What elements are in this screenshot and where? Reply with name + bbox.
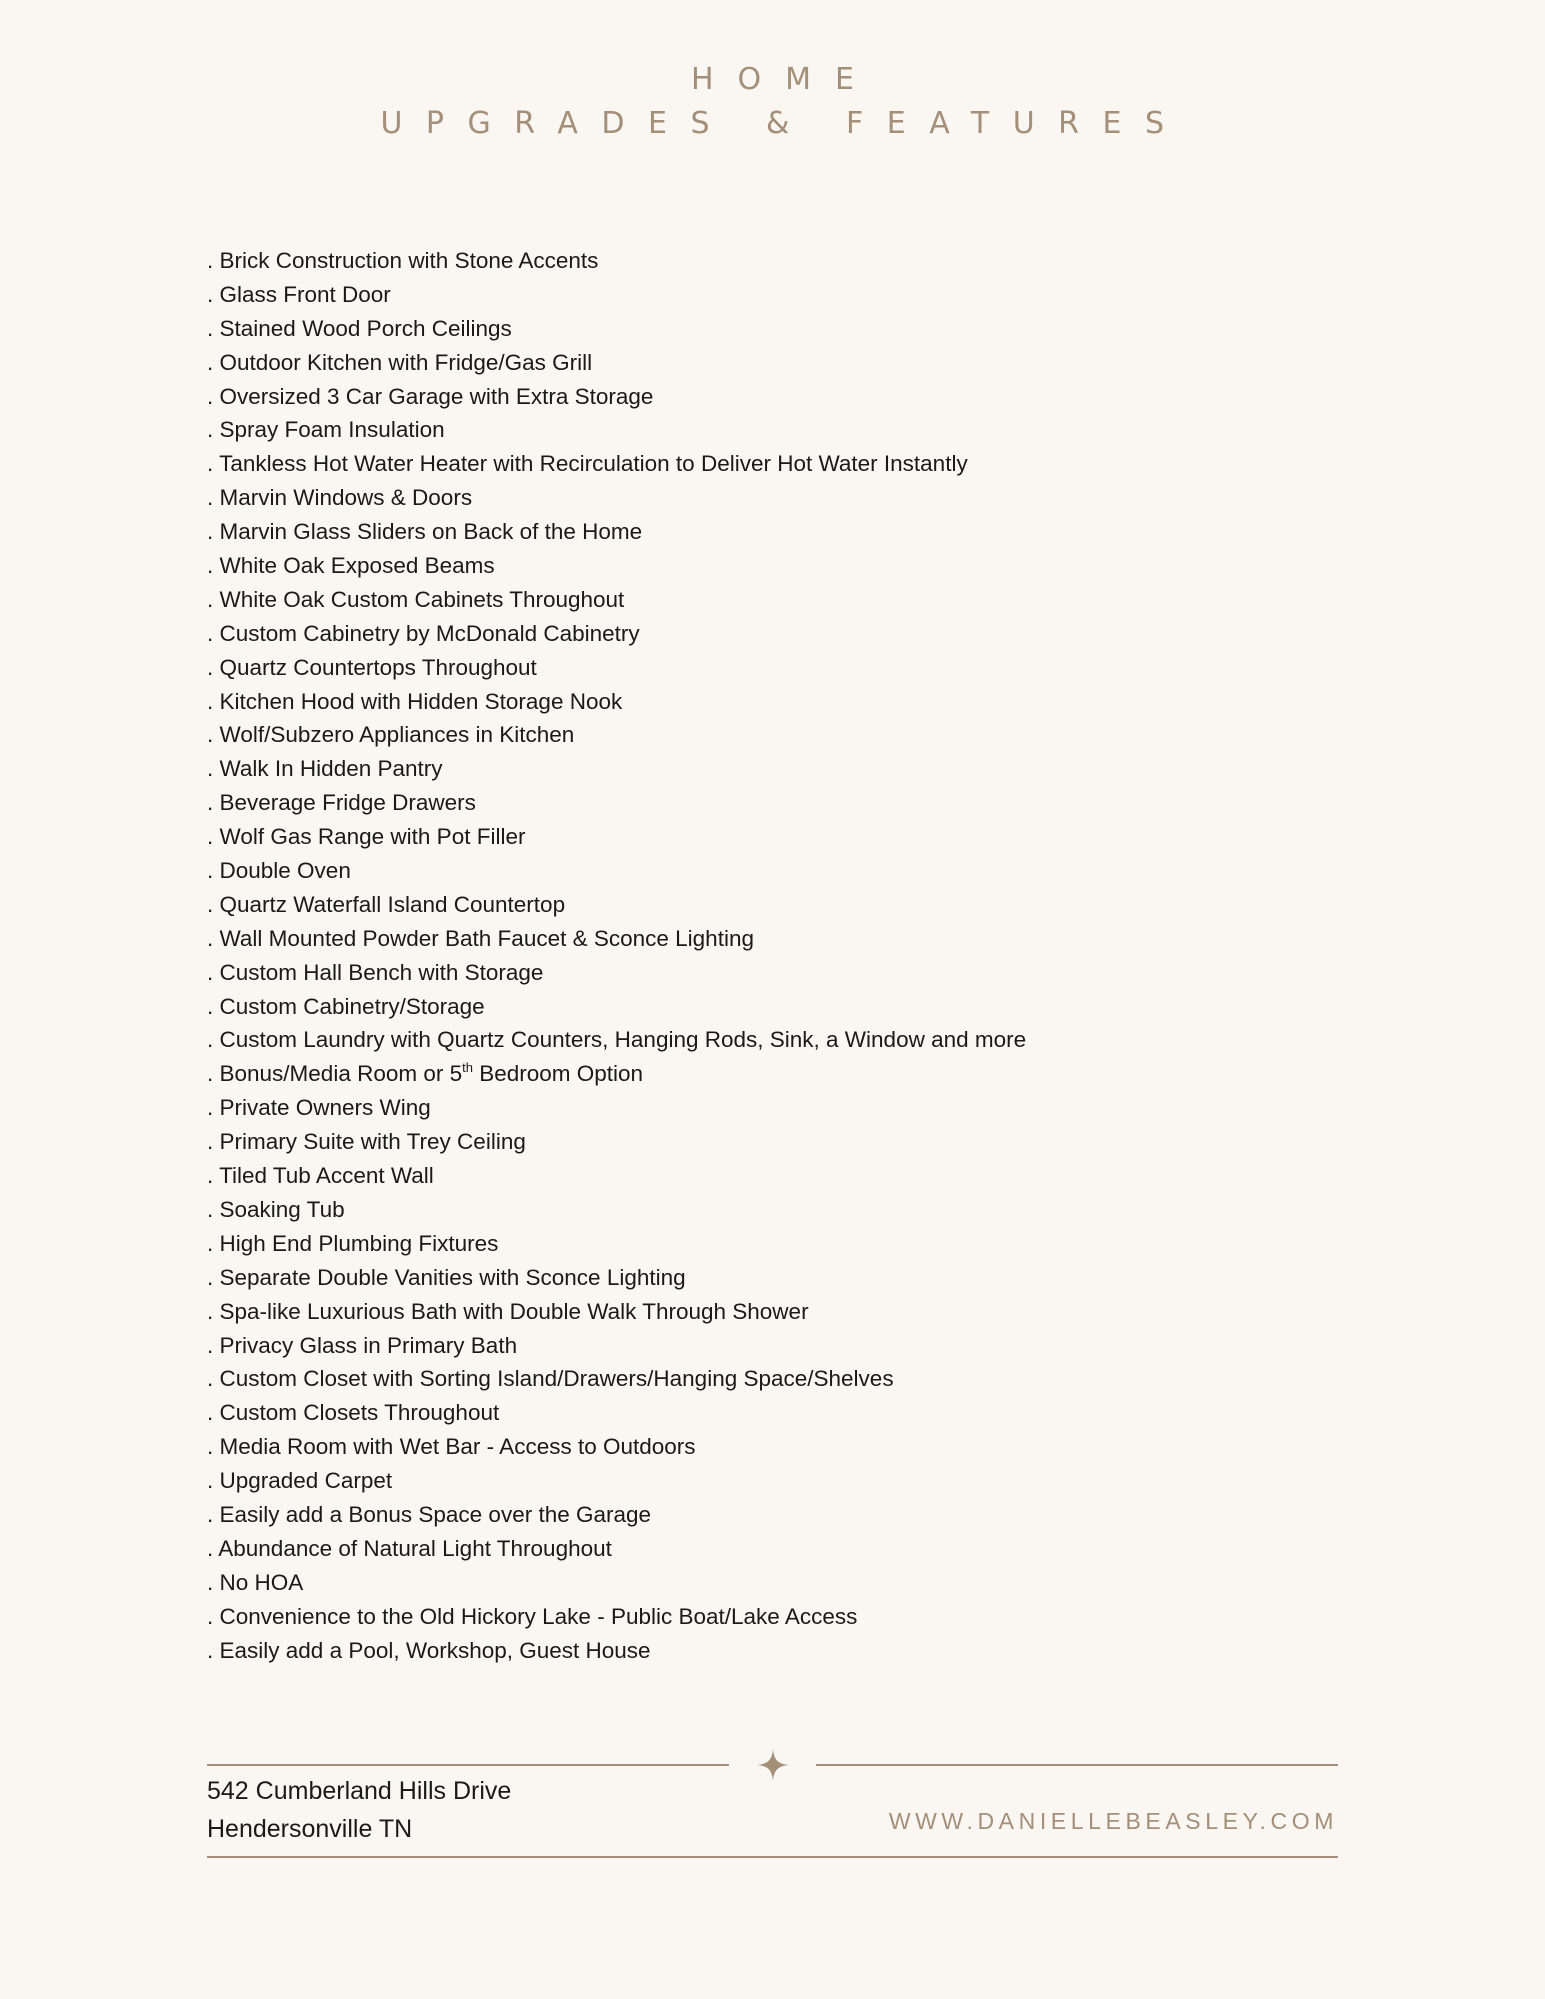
address-street: 542 Cumberland Hills Drive [207, 1777, 512, 1805]
footer-divider-bottom [207, 1856, 1338, 1858]
website-url: WWW.DANIELLEBEASLEY.COM [888, 1808, 1338, 1834]
list-item: . Separate Double Vanities with Sconce Lighting [207, 1264, 686, 1290]
footer-divider-left [207, 1764, 729, 1766]
list-item: . Custom Closets Throughout [207, 1400, 500, 1426]
bonus-item-superscript: th [462, 1060, 473, 1076]
list-item: . Custom Laundry with Quartz Counters, Hanging Rods, Sink, a Window and more [207, 1027, 1027, 1053]
list-item: . White Oak Exposed Beams [207, 553, 495, 579]
features-list [207, 244, 1026, 1667]
bonus-item-suffix: Bedroom Option [472, 1061, 644, 1087]
list-item: . Tiled Tub Accent Wall [207, 1163, 434, 1189]
list-item: . Soaking Tub [207, 1196, 345, 1222]
list-item: . Marvin Windows & Doors [207, 485, 473, 511]
property-address [207, 1772, 511, 1848]
list-item: . Stained Wood Porch Ceilings [207, 315, 512, 341]
list-item: . Custom Cabinetry/Storage [207, 993, 485, 1019]
list-item: . Brick Construction with Stone Accents [207, 248, 599, 273]
list-item: . White Oak Custom Cabinets Throughout [207, 586, 625, 612]
list-item: . No HOA [207, 1569, 304, 1595]
list-item: . Privacy Glass in Primary Bath [207, 1332, 518, 1358]
list-item: . Glass Front Door [207, 281, 391, 307]
list-item: . Oversized 3 Car Garage with Extra Storage [207, 383, 654, 409]
list-item: . Walk In Hidden Pantry [207, 756, 443, 782]
list-item: . High End Plumbing Fixtures [207, 1230, 499, 1256]
list-item: . Easily add a Bonus Space over the Garage [207, 1501, 652, 1527]
list-item: . Wall Mounted Powder Bath Faucet & Sconce Lighting [207, 925, 754, 951]
list-item: . Marvin Glass Sliders on Back of the Home [207, 519, 643, 545]
list-item: . Double Oven [207, 858, 351, 884]
list-item: . Easily add a Pool, Workshop, Guest House [207, 1637, 651, 1663]
sparkle-star-icon [756, 1748, 790, 1782]
list-item: . Outdoor Kitchen with Fridge/Gas Grill [207, 349, 593, 375]
title-line-home: HOME [690, 62, 878, 97]
bonus-item-prefix: . Bonus/Media Room or 5 [207, 1061, 463, 1087]
footer-divider-right [816, 1764, 1338, 1766]
list-item: . Kitchen Hood with Hidden Storage Nook [207, 688, 623, 714]
list-item: . Abundance of Natural Light Throughout [207, 1535, 612, 1561]
list-item: . Spray Foam Insulation [207, 417, 445, 443]
page-title [0, 58, 1545, 146]
list-item: . Custom Hall Bench with Storage [207, 959, 544, 985]
list-item: . Private Owners Wing [207, 1095, 431, 1121]
list-item: . Media Room with Wet Bar - Access to Outdoors [207, 1434, 696, 1460]
list-item: . Quartz Waterfall Island Countertop [207, 891, 566, 917]
list-item: . Convenience to the Old Hickory Lake - Public Boat/Lake Access [207, 1603, 858, 1629]
list-item: . Custom Cabinetry by McDonald Cabinetry [207, 620, 640, 646]
list-item: . Tankless Hot Water Heater with Recirculation to Deliver Hot Water Instantly [207, 451, 968, 477]
list-item: . Quartz Countertops Throughout [207, 654, 537, 680]
address-city-state: Hendersonville TN [207, 1815, 413, 1843]
list-item-bonus-room [207, 1057, 1026, 1091]
list-item: . Upgraded Carpet [207, 1468, 393, 1494]
list-item: . Primary Suite with Trey Ceiling [207, 1129, 526, 1155]
list-item: . Wolf/Subzero Appliances in Kitchen [207, 722, 575, 748]
list-item: . Wolf Gas Range with Pot Filler [207, 824, 526, 850]
list-item: . Beverage Fridge Drawers [207, 790, 476, 816]
list-item: . Spa-like Luxurious Bath with Double Walk Through Shower [207, 1298, 809, 1324]
list-item: . Custom Closet with Sorting Island/Drawers/Hanging Space/Shelves [207, 1366, 894, 1392]
title-line-upgrades-features: UPGRADES & FEATURES [380, 106, 1188, 141]
